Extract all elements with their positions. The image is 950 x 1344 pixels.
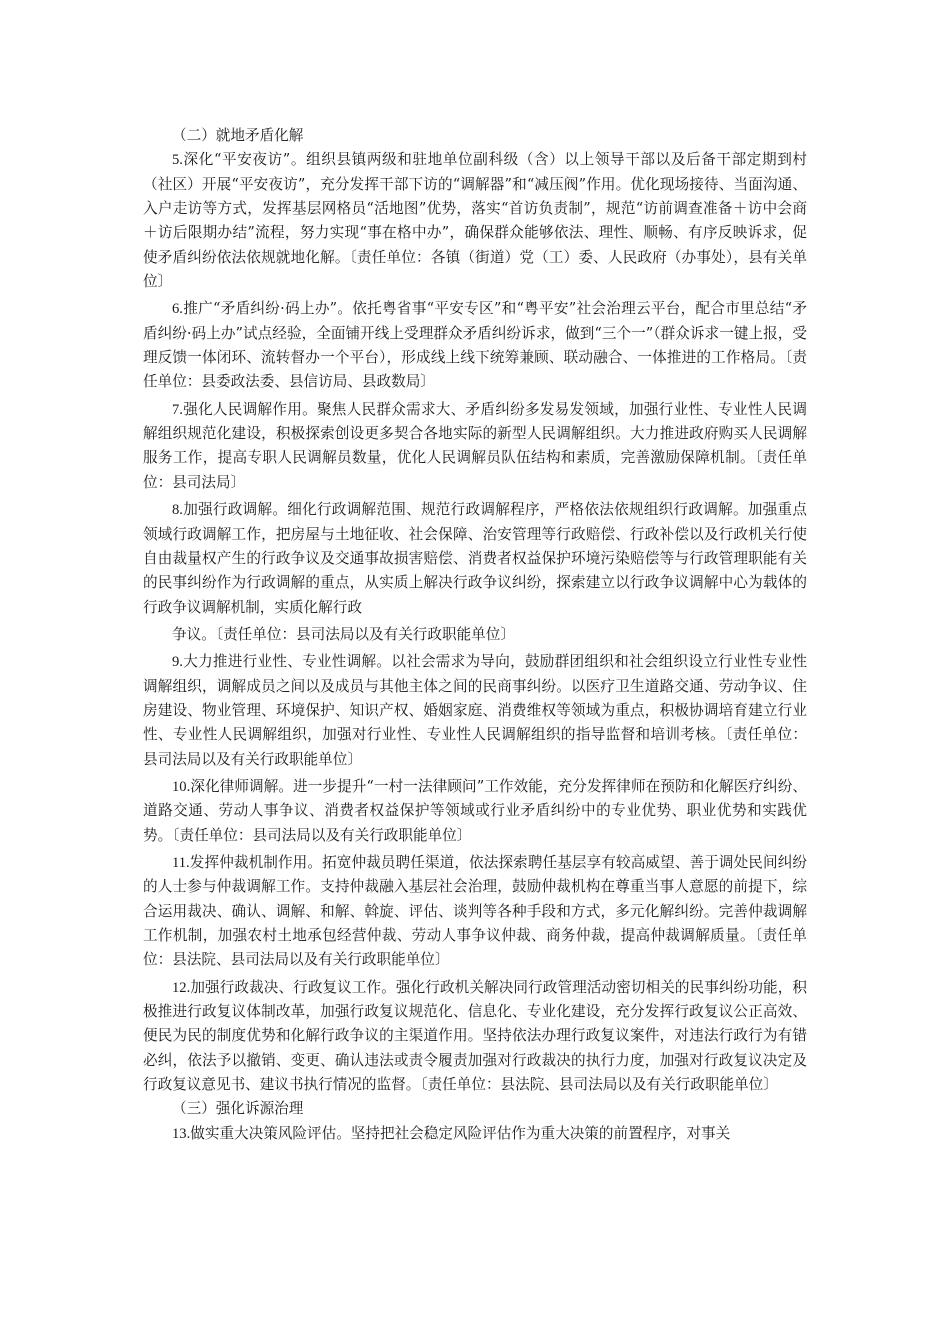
item-text: 加强行政调解。细化行政调解范围、规范行政调解程序，严格依法依规组织行政调解。加强重点领域行政调解工作，把房屋与土地征收、社会保障、治安管理等行政赔偿、行政补偿以及行政机关行使自由裁量权产生的行政争议及交通事故损害赔偿、消费者权益保护环境污染赔偿等与行政管理职能有关的民事纠纷作为行政调解的重点，从实质上解决行政争议纠纷，探索建立以行政争议调解中心为载体的行政争议调解机制，实质化解行政	[143, 501, 807, 616]
item-text: 推广“矛盾纠纷·码上办”。依托粤省事“平安专区”和“粤平安”社会治理云平台，配合市里总结“矛盾纠纷·码上办”试点经验，全面铺开线上受理群众矛盾纠纷诉求，做到“三个一”（群众诉求一键上报，受理反馈一体闭环、流转督办一个平台），形成线上线下统筹兼顾、联动融合、一体推进的工作格局。〔责任单位：县委政法委、县信访局、县政数局〕	[143, 300, 807, 391]
paragraph-item-6	[143, 297, 807, 394]
item-text: 强化人民调解作用。聚焦人民群众需求大、矛盾纠纷多发易发领域，加强行业性、专业性人民调解组织规范化建设，积极探索创设更多契合各地实际的新型人民调解组织。大力推进政府购买人民调解服务工作，提高专职人民调解员数量，优化人民调解员队伍结构和素质，完善激励保障机制。〔责任单位：县司法局〕	[143, 400, 807, 491]
paragraph-item-11	[143, 851, 807, 973]
item-number: 5.	[172, 152, 183, 169]
paragraph-item-13	[143, 1122, 807, 1146]
document-body	[143, 124, 807, 1146]
paragraph-item-12	[143, 976, 807, 1098]
item-text: 深化律师调解。进一步提升“一村一法律顾问”工作效能，充分发挥律师在预防和化解医疗纠纷、道路交通、劳动人事争议、消费者权益保护等领域或行业矛盾纠纷中的专业优势、职业优势和实践优势。〔责任单位：县司法局以及有关行政职能单位〕	[143, 777, 807, 844]
item-number: 11.	[172, 854, 190, 871]
section-heading: （二）就地矛盾化解	[172, 127, 304, 144]
item-number: 8.	[172, 502, 183, 519]
item-number: 9.	[172, 654, 183, 671]
item-text: 加强行政裁决、行政复议工作。强化行政机关解决同行政管理活动密切相关的民事纠纷功能，积极推进行政复议体制改革，加强行政复议规范化、信息化、专业化建设，充分发挥行政复议公正高效、便民为民的制度优势和化解行政争议的主渠道作用。坚持依法办理行政复议案件，对违法行政行为有错必纠，依法予以撤销、变更、确认违法或责令履责加强对行政裁决的执行力度，加强对行政复议决定及行政复议意见书、建议书执行情况的监督。〔责任单位：县法院、县司法局以及有关行政职能单位〕	[143, 978, 807, 1094]
paragraph-item-7	[143, 398, 807, 495]
paragraph-item-10	[143, 775, 807, 848]
item-number: 13.	[172, 1125, 191, 1142]
paragraph-item-8	[143, 498, 807, 620]
item-number: 7.	[172, 401, 183, 418]
item-text: 做实重大决策风险评估。坚持把社会稳定风险评估作为重大决策的前置程序，对事关	[190, 1124, 731, 1142]
item-number: 10.	[172, 778, 191, 795]
paragraph-item-9	[143, 650, 807, 772]
paragraph-item-5	[143, 148, 807, 294]
paragraph-item-8-continuation: 争议。〔责任单位：县司法局以及有关行政职能单位〕	[172, 625, 515, 643]
item-text: 深化“平安夜访”。组织县镇两级和驻地单位副科级（含）以上领导干部以及后备干部定期到村（社区）开展“平安夜访”，充分发挥干部下访的“调解器”和“减压阀”作用。优化现场接待、当面沟通、入户走访等方式，发挥基层网格员“活地图”优势，落实“首访负责制”，规范“访前调查准备＋访中会商＋访后限期办结”流程，努力实现“事在格中办”，确保群众能够依法、理性、顺畅、有序反映诉求，促使矛盾纠纷依法依规就地化解。〔责任单位：各镇（街道）党（工）委、人民政府（办事处），县有关单位〕	[143, 151, 807, 291]
item-number: 12.	[172, 979, 191, 996]
item-number: 6.	[172, 301, 183, 318]
section-heading: （三）强化诉源治理	[172, 1100, 304, 1118]
item-text: 大力推进行业性、专业性调解。以社会需求为导向，鼓励群团组织和社会组织设立行业性专业性调解组织，调解成员之间以及成员与其他主体之间的民商事纠纷。以医疗卫生道路交通、劳动争议、住房建设、物业管理、环境保护、知识产权、婚姻家庭、消费维权等领域为重点，积极协调培育建立行业性、专业性人民调解组织，加强对行业性、专业性人民调解组织的指导监督和培训考核。〔责任单位：县司法局以及有关行政职能单位〕	[143, 653, 807, 768]
item-text: 发挥仲裁机制作用。拓宽仲裁员聘任渠道，依法探索聘任基层享有较高威望、善于调处民间纠纷的人士参与仲裁调解工作。支持仲裁融入基层社会治理，鼓励仲裁机构在尊重当事人意愿的前提下，综合运用裁决、确认、调解、和解、斡旋、评估、谈判等各种手段和方式，多元化解纠纷。完善仲裁调解工作机制，加强农村土地承包经营仲裁、劳动人事争议仲裁、商务仲裁，提高仲裁调解质量。〔责任单位：县法院、县司法局以及有关行政职能单位〕	[143, 853, 807, 969]
